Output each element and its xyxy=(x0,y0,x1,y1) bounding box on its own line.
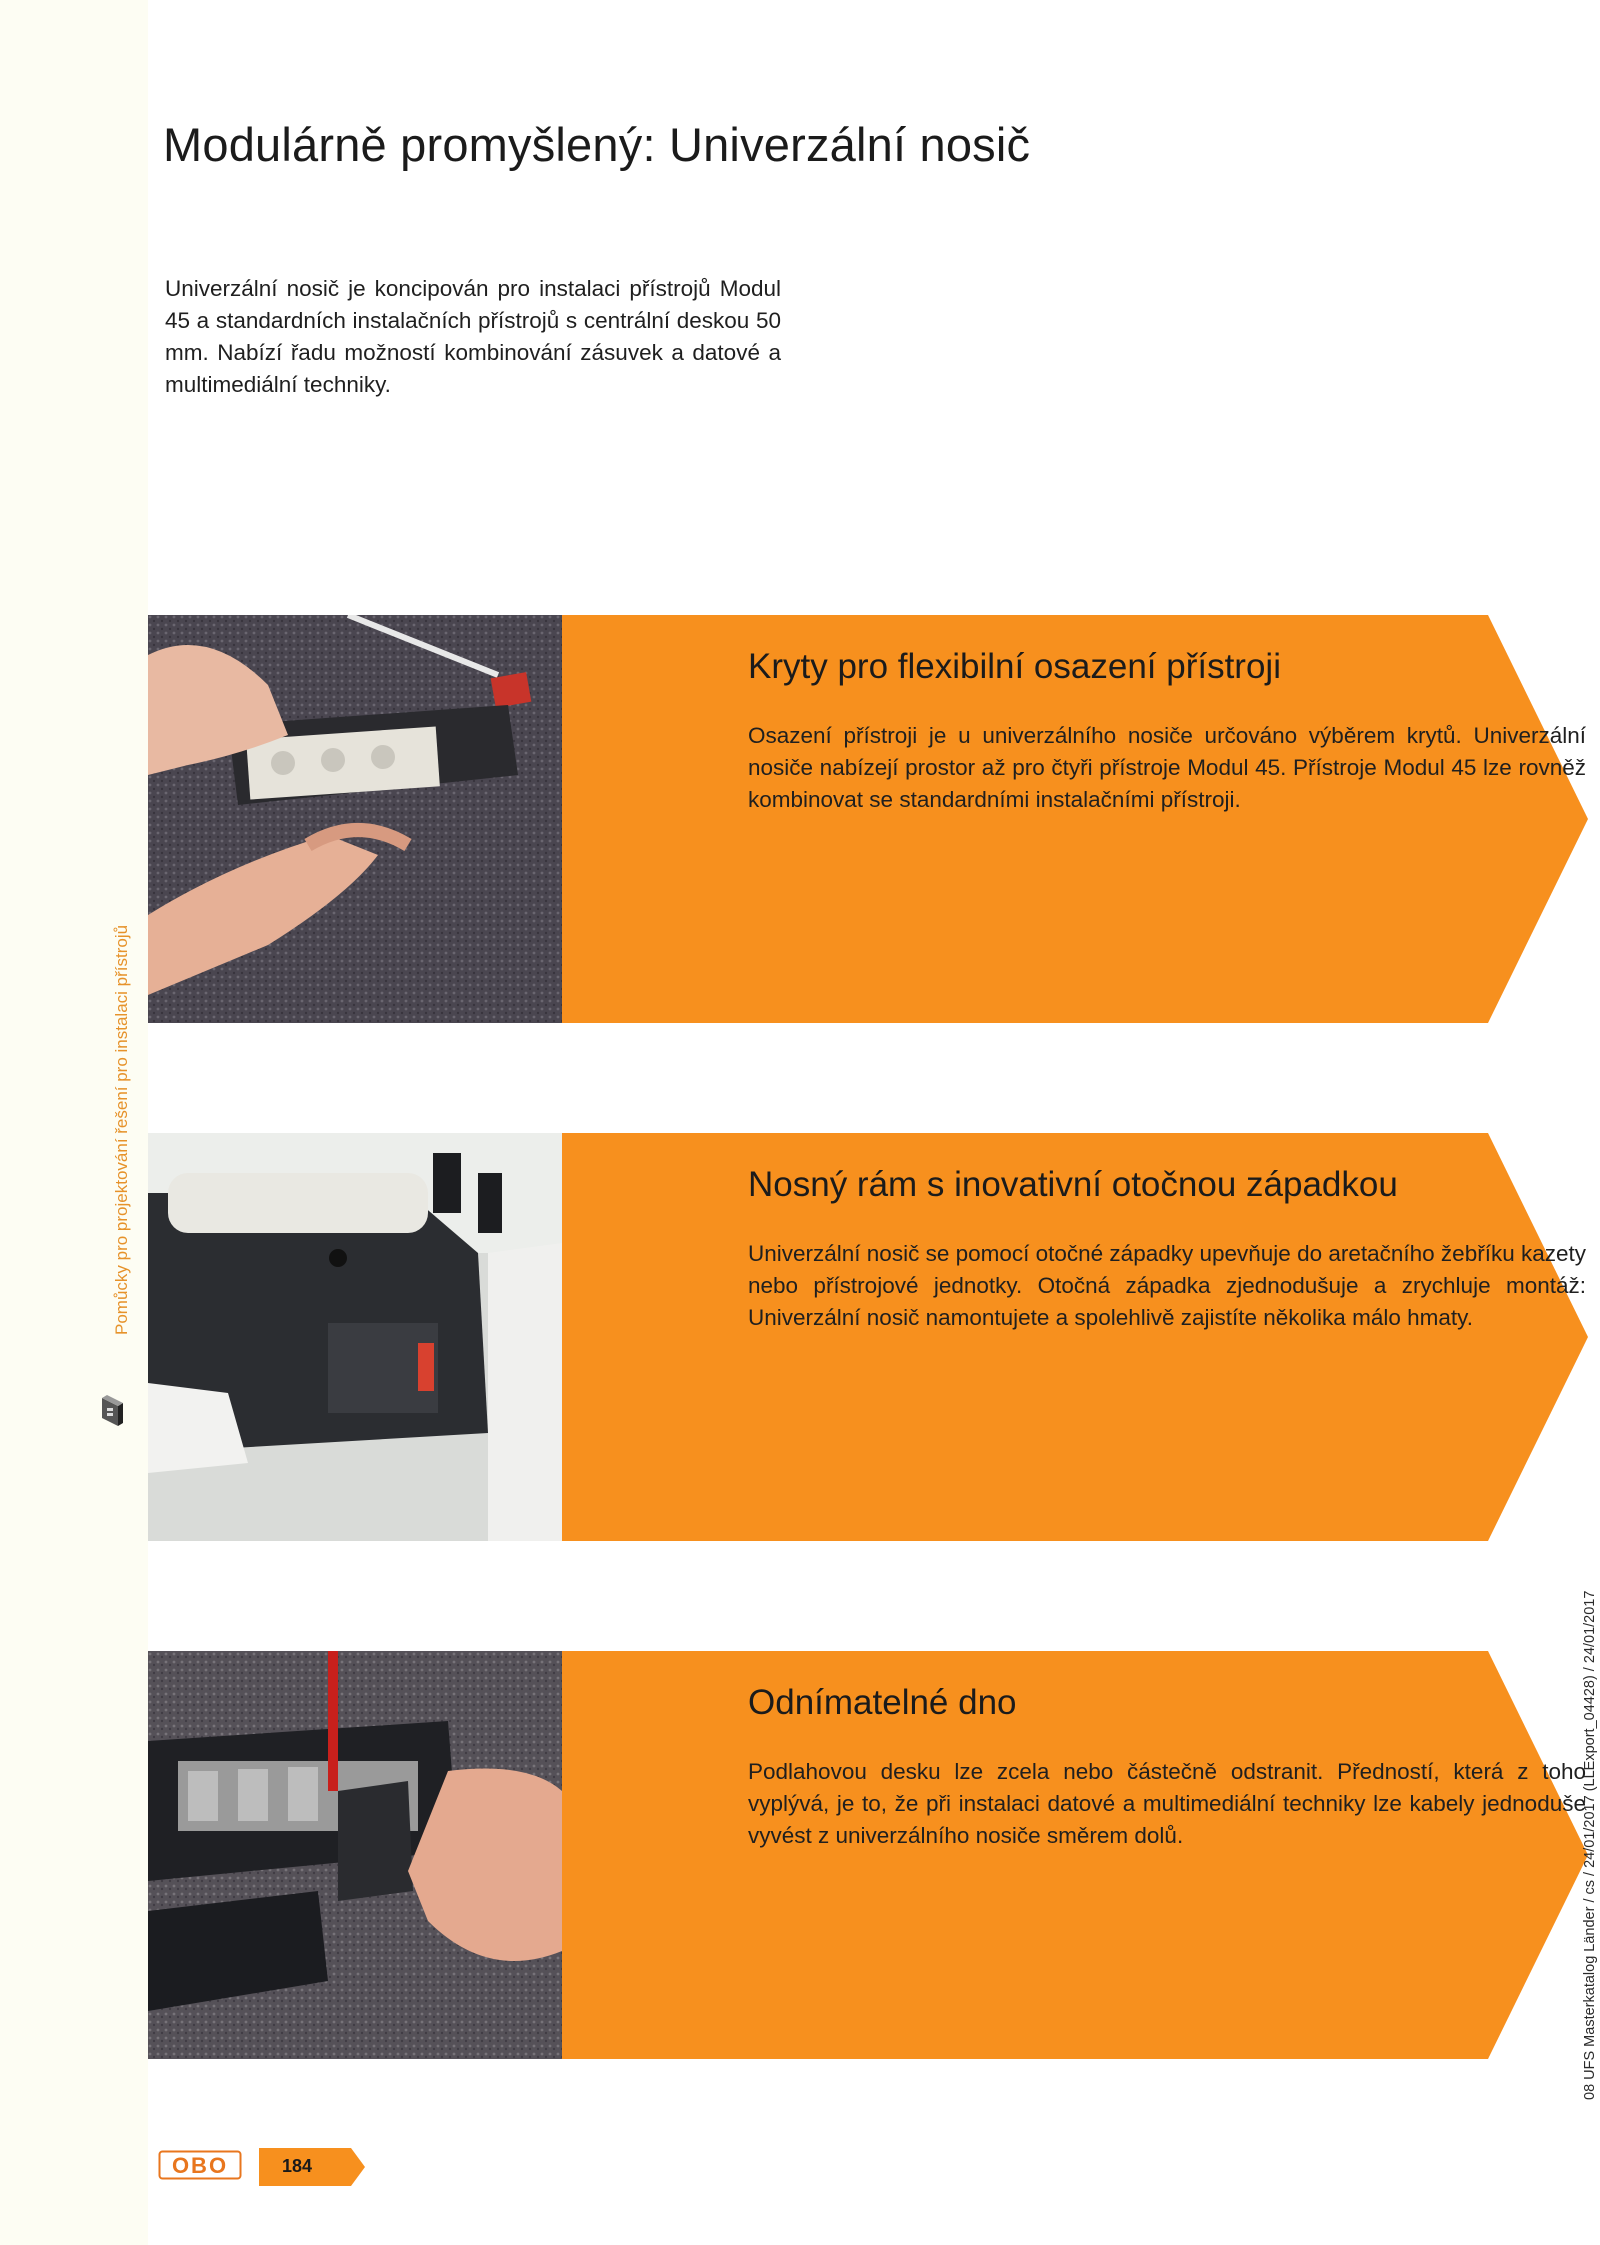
section-side-title: Pomůcky pro projektování řešení pro instalaci přístrojů xyxy=(112,924,131,1335)
feature-title: Kryty pro flexibilní osazení přístroji xyxy=(748,647,1281,686)
feature-block-frame xyxy=(148,1133,1588,1541)
svg-text:OBO: OBO xyxy=(171,2153,229,2178)
feature-title: Nosný rám s inovativní otočnou západkou xyxy=(748,1165,1398,1204)
photo-covers xyxy=(148,615,562,1023)
photo-bottom xyxy=(148,1651,562,2059)
page-number: 184 xyxy=(282,2156,313,2176)
feature-text: Osazení přístroji je u univerzálního nosiče určováno výběrem krytů. Univerzální nosiče nabízejí prostor až pro čtyři přístroje Modul 45. Přístroje Modul 45 lze rovněž kombinovat se standardními instalačními přístroji. xyxy=(748,723,1586,812)
feature-text: Univerzální nosič se pomocí otočné západky upevňuje do aretačního žebříku kazety nebo přístrojové jednotky. Otočná západka zjednodušuje a zrychluje montáž: Univerzální nosič namontujete a spolehlivě zajistíte několika málo hmaty. xyxy=(748,1241,1586,1330)
page-title: Modulárně promyšlený: Univerzální nosič xyxy=(163,118,1031,171)
feature-title: Odnímatelné dno xyxy=(748,1683,1017,1722)
feature-block-bottom xyxy=(148,1651,1588,2059)
feature-block-covers xyxy=(148,615,1588,1023)
feature-text: Podlahovou desku lze zcela nebo částečně odstranit. Předností, která z toho vyplývá, je to, že při instalaci datové a multimediální techniky lze kabely jednoduše vyvést z univerzálního nosiče směrem dolů. xyxy=(748,1759,1586,1848)
device-icon xyxy=(98,1392,126,1432)
photo-frame xyxy=(148,1133,562,1541)
catalog-meta: 08 UFS Masterkatalog Länder / cs / 24/01/2017 (LLExport_04428) / 24/01/2017 xyxy=(1582,1590,1598,2100)
obo-logo xyxy=(158,2150,242,2180)
intro-paragraph: Univerzální nosič je koncipován pro instalaci přístrojů Modul 45 a standardních instalačních přístrojů s centrální deskou 50 mm. Nabízí řadu možností kombinování zásuvek a datové a multimediální techniky. xyxy=(165,276,781,397)
orange-arrow-panel xyxy=(562,1651,1588,2059)
